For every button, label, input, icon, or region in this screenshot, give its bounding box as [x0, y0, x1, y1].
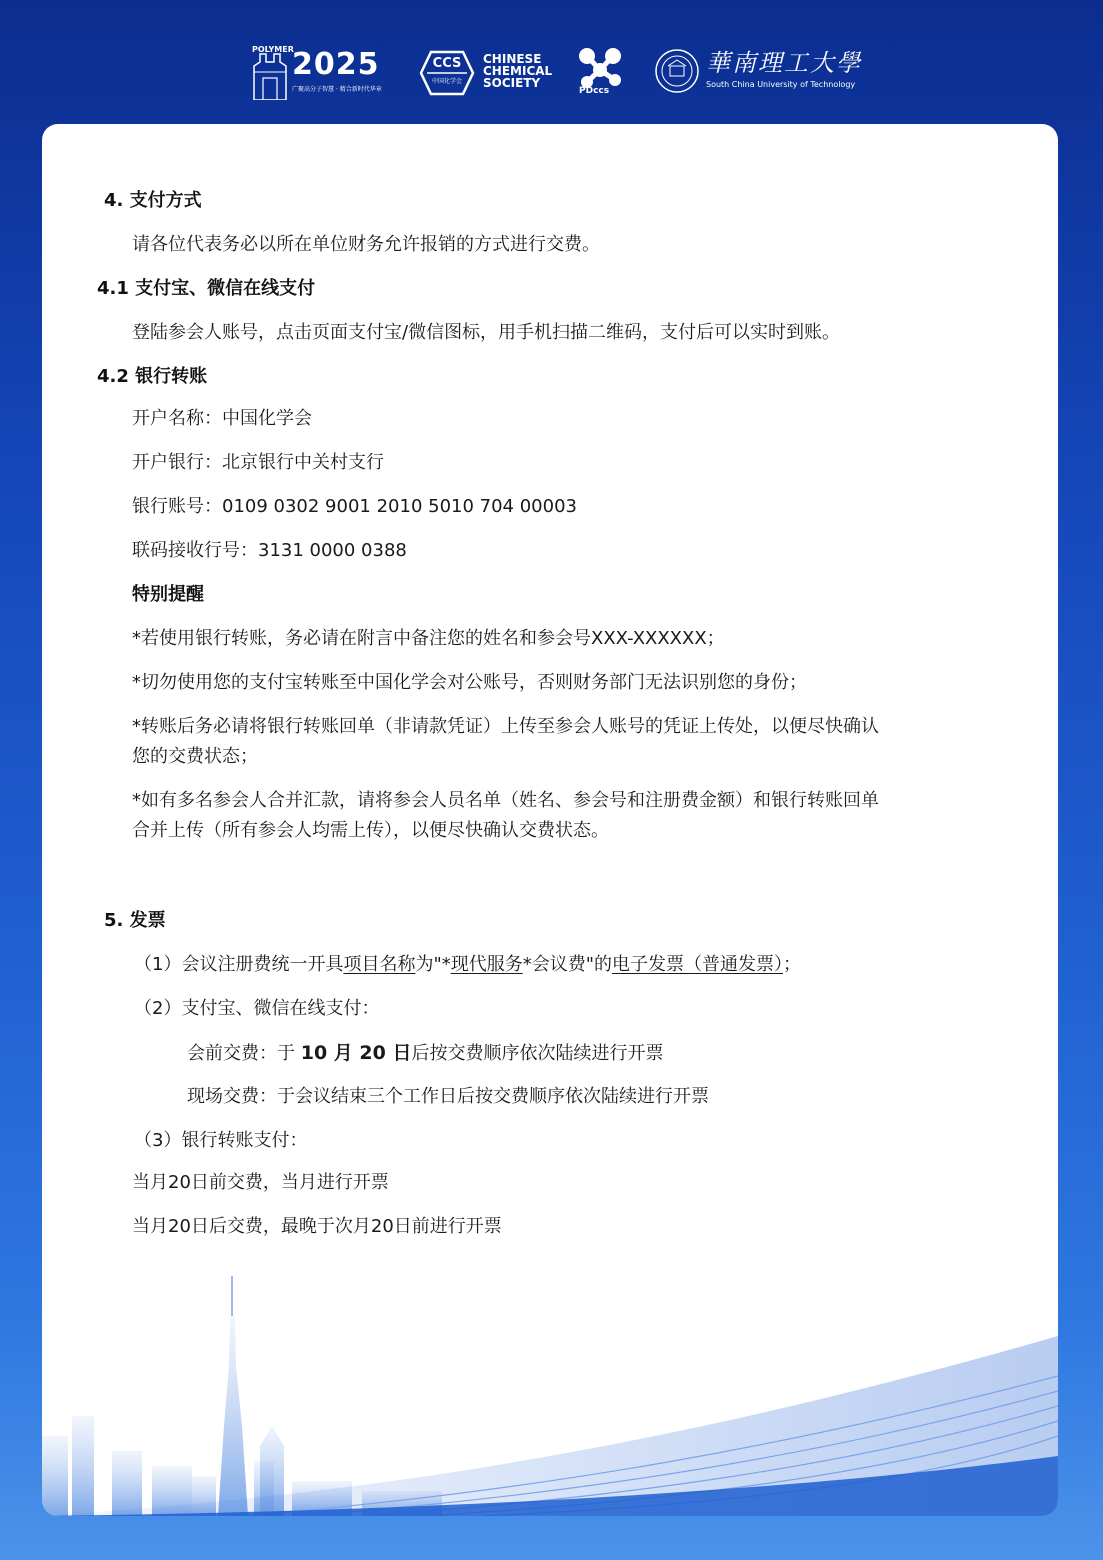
bank-branch: 开户银行：北京银行中关村支行: [132, 452, 384, 473]
polymer-slogan: 广聚高分子智慧 · 精合新时代华章: [292, 86, 382, 93]
bank-routing-number: 联码接收行号：3131 0000 0388: [132, 540, 407, 561]
header-logos: [0, 38, 1103, 108]
pdccs-label: PDccs: [579, 86, 610, 96]
molecule-icon: [575, 46, 625, 88]
ccs-cn-name: 中国化学会: [431, 78, 462, 85]
reminder-item: *如有多名参会人合并汇款，请将参会人员名单（姓名、参会号和注册费金额）和银行转账回单: [132, 790, 879, 811]
scut-logo: [654, 48, 864, 96]
section-4-1-title: 4.1 支付宝、微信在线支付: [97, 278, 316, 299]
reminder-item-cont: 您的交费状态；: [132, 746, 258, 767]
ccs-en-name: CHINESE CHEMICAL SOCIETY: [483, 52, 553, 90]
reminder-title: 特别提醒: [132, 584, 204, 605]
pdccs-logo: [575, 46, 625, 98]
reminder-item: *转账后务必请将银行转账回单（非请款凭证）上传至参会人账号的凭证上传处，以便尽快确认: [132, 716, 879, 737]
polymer-tag: POLYMER: [252, 45, 294, 54]
underlined-text: 项目名称: [343, 954, 416, 975]
section-4-intro: 请各位代表务必以所在单位财务允许报销的方式进行交费。: [132, 234, 600, 255]
reminder-item-cont: 合并上传（所有参会人均需上传），以便尽快确认交费状态。: [132, 820, 609, 841]
university-seal-icon: [654, 48, 700, 94]
reminder-item: *切勿使用您的支付宝转账至中国化学会对公账号，否则财务部门无法识别您的身份；: [132, 672, 807, 693]
city-skyline-decoration: [42, 1276, 1058, 1516]
ccs-abbr: CCS: [432, 56, 462, 71]
invoice-item-2-title: （2）支付宝、微信在线支付：: [134, 998, 380, 1019]
scut-en-name: South China University of Technology: [706, 80, 856, 89]
section-4-1-text: 登陆参会人账号，点击页面支付宝/微信图标，用手机扫描二维码，支付后可以实时到账。: [132, 322, 841, 343]
polymer-2025-logo: [250, 44, 395, 100]
ccs-logo: [419, 50, 569, 96]
invoice-item-2-prepay: 会前交费：于 10 月 20 日后按交费顺序依次陆续进行开票: [187, 1042, 664, 1064]
bank-account-name: 开户名称：中国化学会: [132, 408, 312, 429]
section-5-title: 5. 发票: [104, 910, 166, 931]
content-card: [42, 124, 1058, 1516]
polymer-year: 2025: [292, 47, 380, 82]
underlined-text: 现代服务: [450, 954, 523, 975]
invoice-item-1: （1）会议注册费统一开具项目名称为"*现代服务*会议费"的电子发票（普通发票）；: [134, 954, 802, 975]
scut-cn-name: 華南理工大學: [706, 49, 862, 77]
bank-account-number: 银行账号：0109 0302 9001 2010 5010 704 00003: [132, 496, 577, 517]
bold-date: 10 月 20 日: [300, 1042, 412, 1064]
underlined-text: 电子发票（普通发票）: [612, 954, 784, 975]
section-4-2-title: 4.2 银行转账: [97, 366, 208, 387]
invoice-item-3-line: 当月20日前交费，当月进行开票: [132, 1172, 389, 1193]
section-4-title: 4. 支付方式: [104, 190, 202, 211]
reminder-item: *若使用银行转账，务必请在附言中备注您的姓名和参会号XXX-XXXXXX；: [132, 628, 725, 649]
invoice-item-3-title: （3）银行转账支付：: [134, 1130, 308, 1151]
invoice-item-2-onsite: 现场交费：于会议结束三个工作日后按交费顺序依次陆续进行开票: [187, 1086, 709, 1107]
invoice-item-3-line: 当月20日后交费，最晚于次月20日前进行开票: [132, 1216, 502, 1237]
